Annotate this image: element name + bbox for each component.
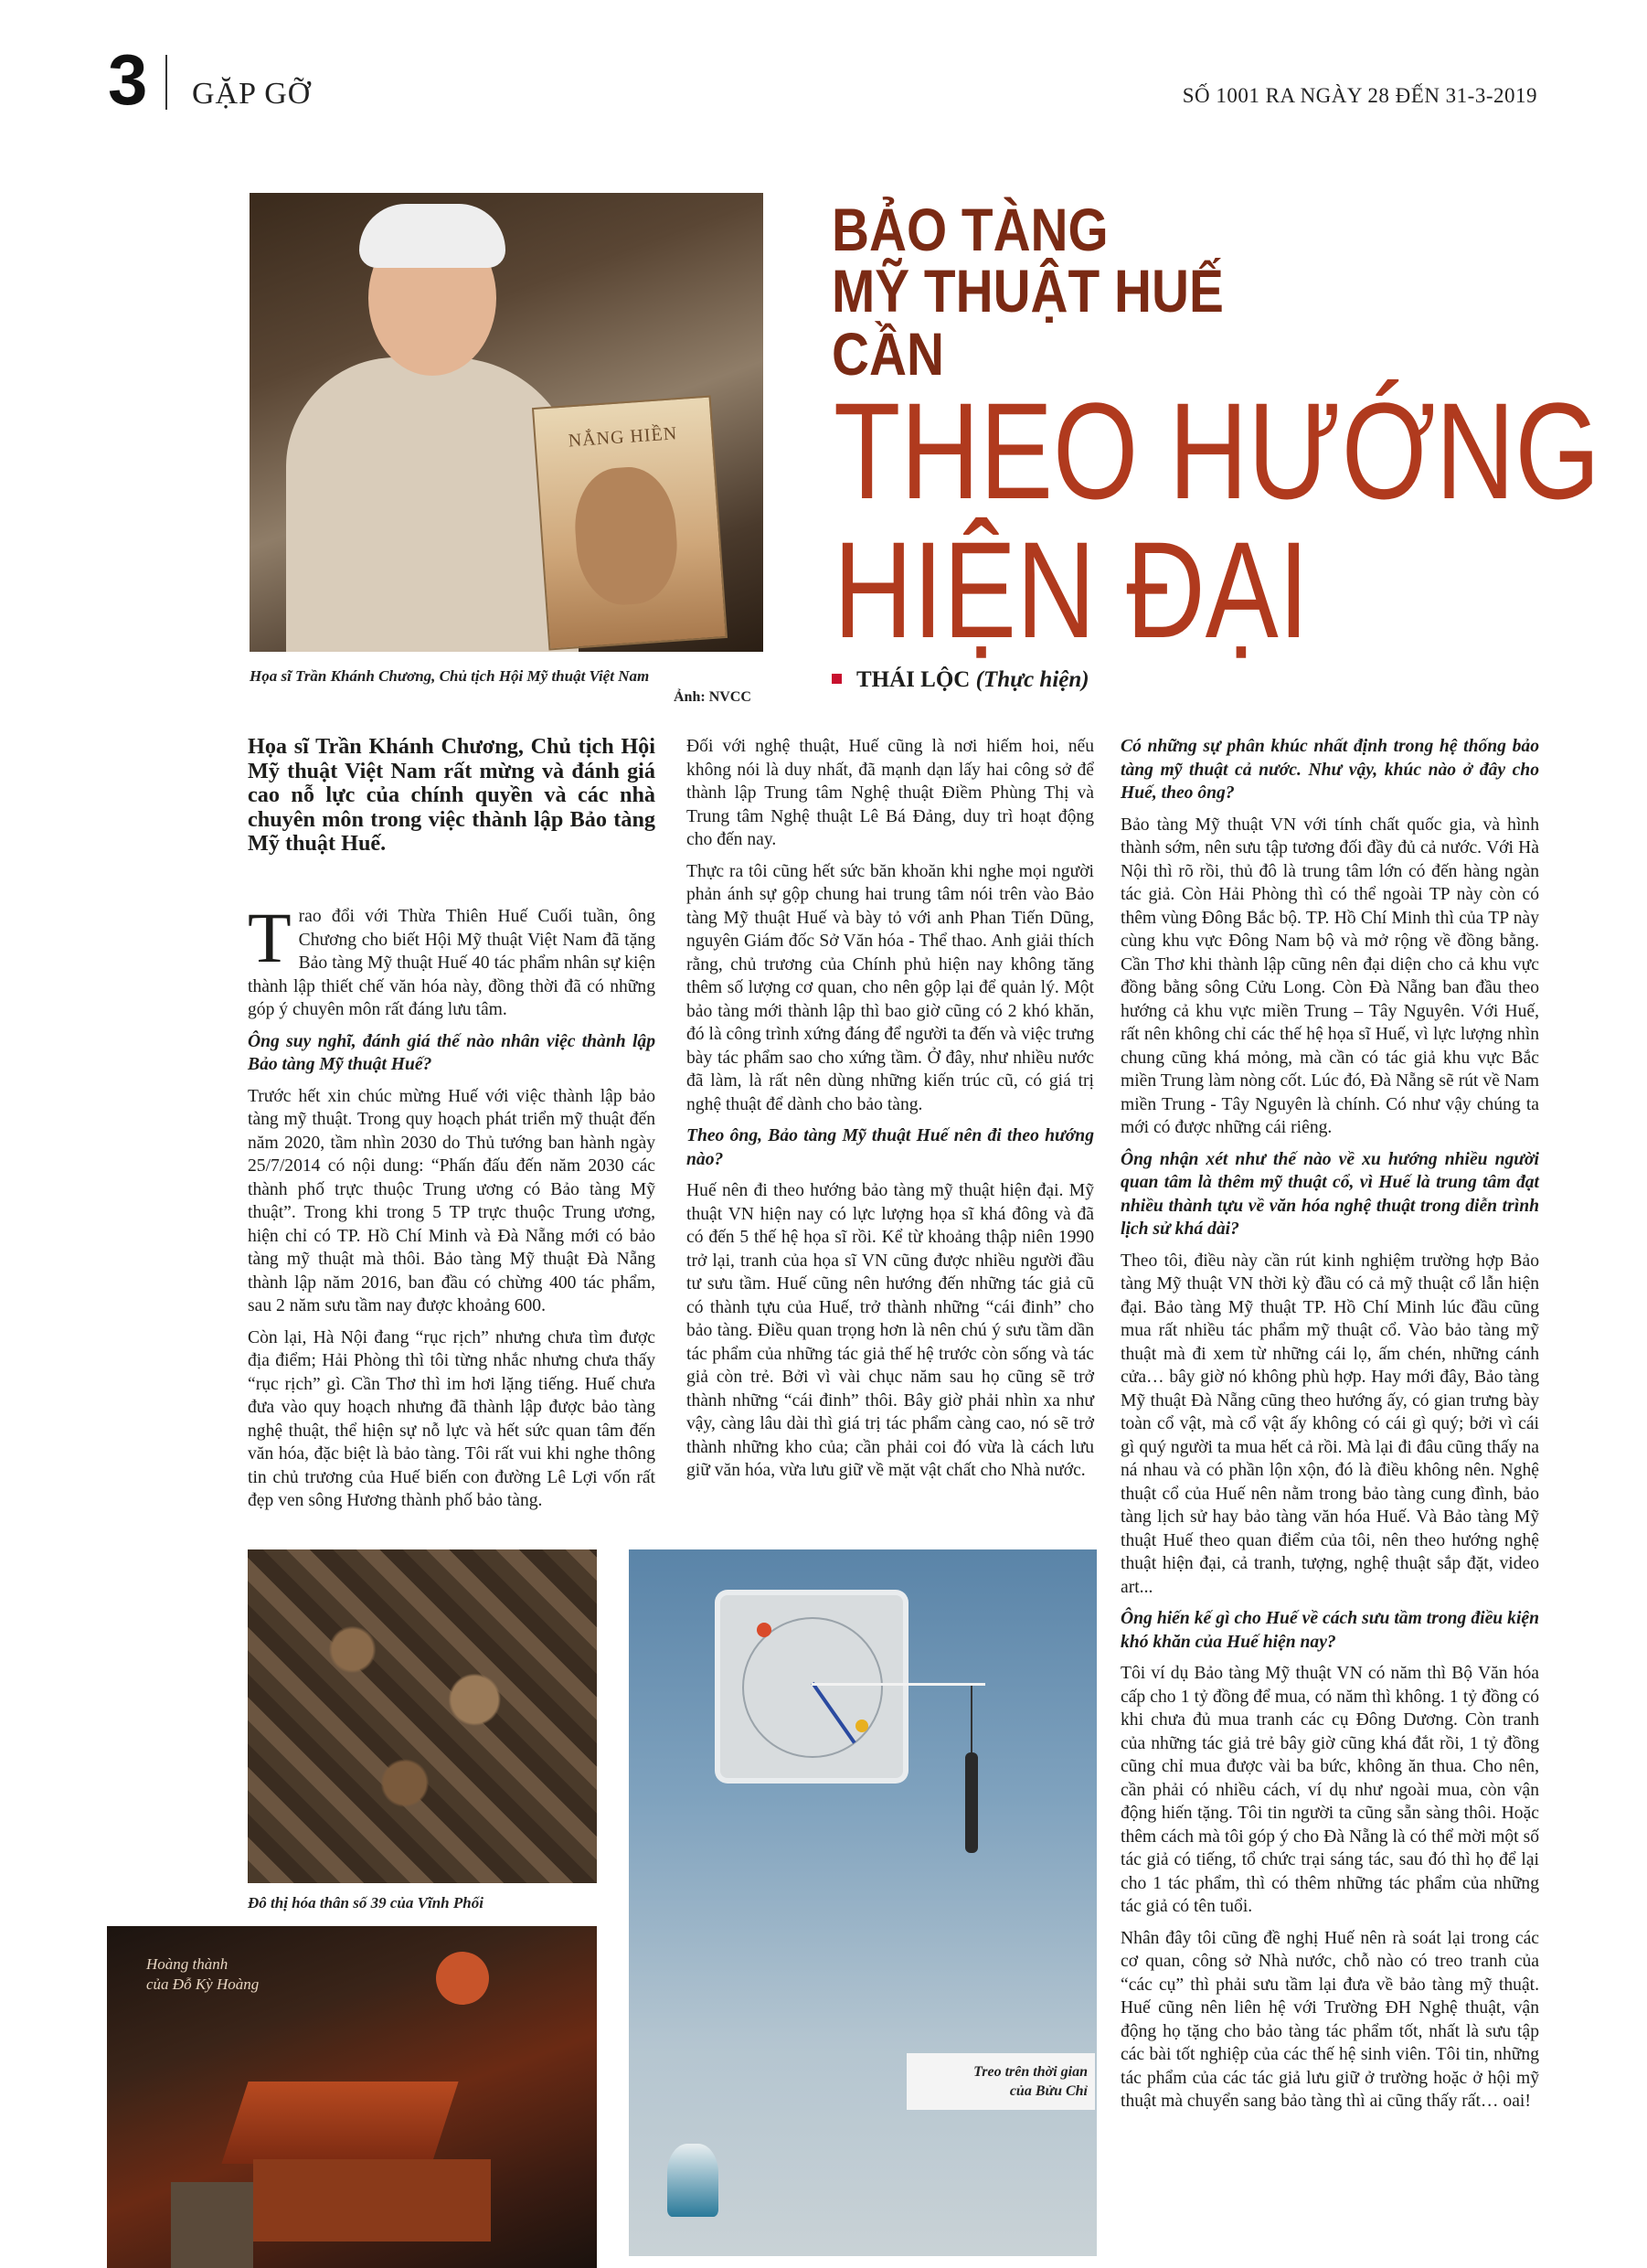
paragraph-text: rao đổi với Thừa Thiên Huế Cuối tuần, ông Chương cho biết Hội Mỹ thuật Việt Nam đã tặng Bảo tàng Mỹ thuật Huế 40 tác phẩm nhân sự kiện thành lập thiết chế văn hóa này, đồng thời đã có những góp ý chuyên môn rất đáng lưu tâm. <box>248 907 655 1019</box>
photo-credit-name: NVCC <box>708 689 751 705</box>
artwork-hanging-on-time-painting <box>629 1549 1097 2256</box>
paragraph: Còn lại, Hà Nội đang “rục rịch” nhưng chưa tìm được địa điểm; Hải Phòng thì tôi từng nhắc nhưng chưa thấy “rục rịch” gì. Cần Thơ thì im hơi lặng tiếng. Huế chưa đưa vào quy hoạch nhưng đã thành lập được bảo tàng nghệ thuật, thể hiện sự nỗ lực và hết sức quan tâm đến văn hóa, đặc biệt là bảo tàng. Tôi rất vui khi nghe thông tin chủ trương của Huế biến con đường Lê Lợi vốn rất đẹp ven sông Hương thành phố bảo tàng. <box>248 1327 655 1510</box>
paragraph: Trước hết xin chúc mừng Huế với việc thành lập bảo tàng mỹ thuật. Trong quy hoạch phát triển mỹ thuật đến năm 2020, tầm nhìn 2030 do Thủ tướng ban hành ngày 25/7/2014 có nội dung: “Phấn đấu đến năm 2030 các thành phố trực thuộc Trung ương có Bảo tàng Mỹ thuật”. Trong khi trong 5 TP trực thuộc Trung ương, hiện chỉ có TP. Hồ Chí Minh và Đà Nẵng mới có bảo tàng mỹ thuật mà thôi. Bảo tàng Mỹ thuật Đà Nẵng thành lập năm 2016, ban đầu có chừng 400 tác phẩm, sau 2 năm sưu tầm nay được khoảng 600. <box>248 1086 655 1315</box>
main-photo-caption: Họa sĩ Trần Khánh Chương, Chủ tịch Hội Mỹ thuật Việt Nam <box>250 667 650 685</box>
photo-credit-label: Ảnh: <box>674 689 706 705</box>
wall-shape <box>253 2159 491 2241</box>
artwork-2-caption <box>907 2053 1095 2110</box>
clock-rod <box>812 1683 985 1686</box>
clock-icon <box>720 1595 903 1778</box>
section-title: GẶP GỠ <box>192 77 312 111</box>
bullet-square-icon <box>832 674 842 684</box>
photo-credit <box>674 689 751 706</box>
article-column-3 <box>1121 735 1539 2122</box>
yellow-dot <box>855 1720 868 1732</box>
header-divider <box>165 55 167 110</box>
drop-cap: T <box>248 898 292 977</box>
issue-info: SỐ 1001 RA NGÀY 28 ĐẾN 31-3-2019 <box>1182 84 1537 107</box>
gate-shape <box>171 2182 253 2268</box>
interview-question: Ông suy nghĩ, đánh giá thế nào nhân việc thành lập Bảo tàng Mỹ thuật Huế? <box>248 1031 655 1074</box>
paragraph: Theo tôi, điều này cần rút kinh nghiệm trường hợp Bảo tàng Mỹ thuật VN thời kỳ đầu có cả mỹ thuật cổ lẫn hiện đại. Bảo tàng Mỹ thuật TP. Hồ Chí Minh lúc đầu cũng mua rất nhiều tác phẩm mỹ thuật cổ. Vào bảo tàng mỹ thuật mà đi xem từ những cái lọ, ấm chén, những cánh cửa… bây giờ nó không phù hợp. Hay mới đây, Bảo tàng Mỹ thuật Đà Nẵng cũng theo hướng ấy, có gian trưng bày toàn cổ vật, mà cổ vật ấy không có cái gì quý; bởi vì cái gì quý người ta mua hết cả rồi. Mà lại đi đâu cũng thấy na ná nhau và có phần lộn xộn, đó là điều không nên. Nghệ thuật cổ của Huế nên nằm trong bảo tàng cung đình, bảo tàng lịch sử hay bảo tàng văn hóa Huế. Và Bảo tàng Mỹ thuật Huế theo quan điểm của tôi, nên theo hướng nghệ thuật hiện đại, cả tranh, tượng, nghệ thuật sắp đặt, video art... <box>1121 1251 1539 1597</box>
sun-shape <box>436 1952 489 2005</box>
paragraph: Huế nên đi theo hướng bảo tàng mỹ thuật hiện đại. Mỹ thuật VN hiện nay có lực lượng họa sĩ khá đông và đã có đến 5 thế hệ họa sĩ rồi. Kể từ khoảng thập niên 1990 trở lại, tranh của họa sĩ VN cũng được nhiều người đầu tư sưu tầm. Huế cũng nên hướng đến những tác giả cũ có thành tựu của Huế, trở thành những “cái đinh” cho bảo tàng. Điều quan trọng hơn là nên chú ý sưu tầm dần tác phẩm của những tác giả thế hệ trước còn sống và tác giả còn trẻ. Bởi vì vài chục năm sau họ cũng sẽ trở thành những “cái đinh” thôi. Bây giờ phải nhìn xa như vậy, càng lâu dài thì giá trị tác phẩm càng cao, nó sẽ trở thành những kho của; cần phải coi đó vừa là cách lưu giữ văn hóa, vừa lưu giữ về mặt vật chất cho Nhà nước. <box>686 1181 1094 1480</box>
artwork-2-caption-line-1: Treo trên thời gian <box>973 2064 1088 2080</box>
artwork-2-caption-line-2: của Bửu Chỉ <box>1009 2083 1088 2099</box>
article-column-2 <box>686 735 1094 1491</box>
main-photo <box>250 193 763 652</box>
book-title: NẮNG HIỀN <box>568 423 678 452</box>
byline-author: THÁI LỘC <box>856 667 971 692</box>
page-number: 3 <box>108 39 148 120</box>
red-dot <box>757 1623 771 1637</box>
artwork-3-caption-line-2: của Đỗ Kỳ Hoàng <box>146 1975 260 1993</box>
headline-line-1: BẢO TÀNG <box>832 196 1109 263</box>
clock-face <box>742 1617 883 1758</box>
portrait-hair <box>359 204 505 268</box>
interview-question: Ông nhận xét như thế nào về xu hướng nhiều người quan tâm là thêm mỹ thuật cổ, vì Huế là trung tâm đạt nhiều thành tựu về văn hóa nghệ thuật trong diễn trình lịch sử khá dài? <box>1121 1149 1539 1239</box>
paragraph: Tôi ví dụ Bảo tàng Mỹ thuật VN có năm thì Bộ Văn hóa cấp cho 1 tỷ đồng để mua, có năm thì không. 1 tỷ đồng có khi chưa đủ mua tranh các cụ Đông Dương. Còn tranh của những tác giả trẻ bây giờ cũng khá đắt rồi, 1 tỷ đồng cũng chỉ mua được vài ba bức, không ăn thua. Cho nên, cần phải có nhiều cách, ví dụ như ngoài mua, còn vận động hiến tặng. Tôi tin người ta cũng sẵn sàng thôi. Hoặc thêm cách mà tôi góp ý cho Đà Nẵng là có thể mời một số tác giả có tiếng, tổ chức trại sáng tác, sau đó thì họ để lại cho 1 tác phẩm, thì có thêm những tác phẩm của những tác giả có tên tuổi. <box>1121 1664 1539 1916</box>
oil-lamp-icon <box>667 2144 718 2217</box>
paragraph: Nhân đây tôi cũng đề nghị Huế nên rà soát lại trong các cơ quan, công sở Nhà nước, chỗ nào có treo tranh của “các cụ” thì phải sưu tầm lại đưa về bảo tàng mỹ thuật. Huế cũng nên liên hệ với Trường ĐH Nghệ thuật, vận động họ tặng cho bảo tàng tác phẩm tốt, nhất là sưu tập các bài tốt nghiệp của các thế hệ sinh viên. Tôi tin, những tác phẩm của các tác giả lưu giữ ở trường hoặc ở hội mỹ thuật mà chuyển sang bảo tàng thì ai cũng thấy rất… oai! <box>1121 1928 1539 2111</box>
headline-line-5: HIỆN ĐẠI <box>834 513 1310 666</box>
headline-line-4: THEO HƯỚNG <box>834 374 1600 527</box>
artwork-1-caption: Đô thị hóa thân số 39 của Vĩnh Phối <box>248 1894 483 1911</box>
paragraph: Bảo tàng Mỹ thuật VN với tính chất quốc gia, và hình thành sớm, nên sưu tập tương đối đầy đủ cả nước. Với Hà Nội thì rõ rồi, thủ đô là trung tâm lớn có đến hàng ngàn tác giả. Còn Hải Phòng thì có thể ngoài TP này còn có thêm vùng Đông Bắc bộ. TP. Hồ Chí Minh thì của TP này cùng khu vực Đông Nam bộ và mở rộng về đồng bằng. Cần Thơ khi thành lập cũng nên đại diện cho cả khu vực đồng bằng sông Cửu Long. Còn Đà Nẵng ban đầu theo hướng cả khu vực miền Trung – Tây Nguyên. Với Huế, rất nên không chỉ các thế hệ họa sĩ Huế, vì lực lượng nhìn chung cũng khá mỏng, mà cần có tác giả khu vực Bắc miền Trung làm nòng cốt. Lúc đó, Đà Nẵng sẽ rút về Nam miền Trung - Tây Nguyên là chính. Có như vậy chúng ta mới có được những cái riêng. <box>1121 815 1539 1137</box>
hanging-figure <box>965 1752 978 1853</box>
interview-question: Ông hiến kế gì cho Huế về cách sưu tầm trong điều kiện khó khăn của Huế hiện nay? <box>1121 1609 1539 1652</box>
artwork-3-caption <box>146 1954 259 1995</box>
byline-role: (Thực hiện) <box>975 667 1089 692</box>
hanging-string <box>971 1686 972 1754</box>
byline <box>832 667 1089 693</box>
book-cover <box>532 395 728 650</box>
portrait-shirt <box>286 357 579 652</box>
roof-shape <box>221 2082 458 2164</box>
headline-line-2: MỸ THUẬT HUẾ <box>832 257 1224 325</box>
artwork-urbanization-painting <box>248 1549 597 1883</box>
headline-line-3: CẦN <box>832 320 944 388</box>
interview-question: Theo ông, Bảo tàng Mỹ thuật Huế nên đi theo hướng nào? <box>686 1126 1094 1169</box>
paragraph: Đối với nghệ thuật, Huế cũng là nơi hiếm hoi, nếu không nói là duy nhất, đã mạnh dạn lấy hai công sở để thành lập Trung tâm Nghệ thuật Điềm Phùng Thị và Trung tâm Nghệ thuật Lê Bá Đảng, duy trì hoạt động cho đến nay. <box>686 737 1094 849</box>
artwork-3-caption-line-1: Hoàng thành <box>146 1955 228 1973</box>
interview-question: Có những sự phân khúc nhất định trong hệ thống bảo tàng mỹ thuật cả nước. Như vậy, khúc nào ở đây cho Huế, theo ông? <box>1121 737 1539 803</box>
article-column-1 <box>248 898 655 1521</box>
paragraph: Thực ra tôi cũng hết sức băn khoăn khi nghe mọi người phản ánh sự gộp chung hai trung tâm nói trên vào Bảo tàng Mỹ thuật Huế và bày tỏ với anh Phan Tiến Dũng, nguyên Giám đốc Sở Văn hóa - Thể thao. Anh giải thích rằng, chủ trương của Chính phủ hiện nay không tăng thêm số lượng cơ quan, cho nên gộp lại để quản lý. Một bảo tàng mới thành lập thì bao giờ cũng có 2 khó khăn, đó là công trình xứng đáng để người ta đến và việc trưng bày tác phẩm sao cho xứng tầm. Ở đây, như nhiều nước đã làm, là rất nên dùng những kiến trúc cũ, có giá trị nghệ thuật để dành cho bảo tàng. <box>686 861 1094 1114</box>
paragraph <box>248 898 655 1022</box>
article-lead: Họa sĩ Trần Khánh Chương, Chủ tịch Hội Mỹ thuật Việt Nam rất mừng và đánh giá cao nỗ lực của chính quyền và các nhà chuyên môn trong việc thành lập Bảo tàng Mỹ thuật Huế. <box>248 734 655 856</box>
book-illustration <box>571 464 681 608</box>
